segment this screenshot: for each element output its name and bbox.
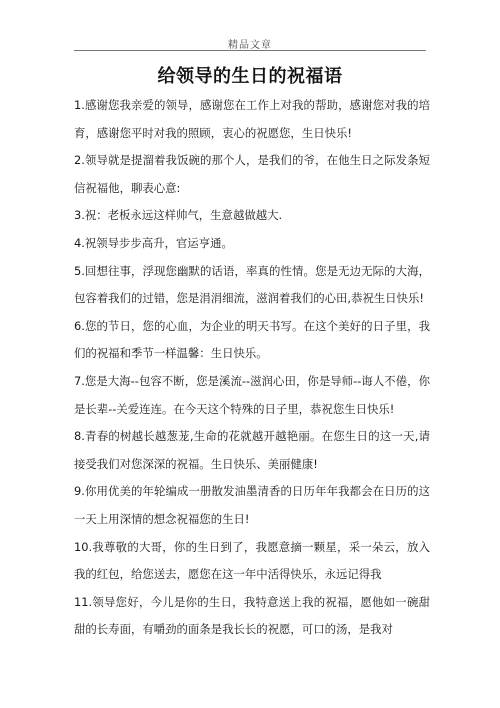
- paragraph: 2.领导就是提溜着我饭碗的那个人，是我们的爷，在他生日之际发条短信祝福他，聊表心意:: [74, 153, 430, 195]
- paragraph: 10.我尊敬的大哥，你的生日到了，我愿意摘一颗星，采一朵云，放入我的红包，给您送去，愿您在这一年中活得快乐，永远记得我: [74, 539, 430, 582]
- paragraph: 5.回想往事，浮现您幽默的话语，率真的性情。您是无边无际的大海，包容着我们的过错，您是涓涓细流，滋润着我们的心田,恭祝生日快乐!: [74, 263, 430, 306]
- paragraph: 4.祝领导步步高升，官运亨通。: [74, 235, 233, 250]
- paragraph: 8.青春的树越长越葱茏,生命的花就越开越艳丽。在您生日的这一天,请接受我们对您深深的祝福。生日快乐、美丽健康!: [74, 429, 430, 471]
- header-rule: [74, 50, 426, 51]
- paragraph: 7.您是大海--包容不断，您是溪流--滋润心田，你是导师--诲人不倦，你是长辈--关爱连连。在今天这个特殊的日子里，恭祝您生日快乐!: [74, 373, 430, 416]
- paragraph: 3.祝：老板永远这样帅气，生意越做越大.: [74, 208, 283, 223]
- document-body: [74, 92, 430, 644]
- paragraph: 9.你用优美的年轮编成一册散发油墨清香的日历年年我都会在日历的这一天上用深情的想念祝福您的生日!: [74, 484, 430, 526]
- paragraph: 11.领导您好，今儿是你的生日，我特意送上我的祝福，愿他如一碗甜甜的长寿面，有嚼劲的面条是我长长的祝愿，可口的汤，是我对: [74, 594, 430, 637]
- running-header: 精品文章: [228, 40, 272, 51]
- document-title: 给领导的生日的祝福语: [157, 66, 343, 87]
- paragraph: 1.感谢您我亲爱的领导，感谢您在工作上对我的帮助，感谢您对我的培育，感谢您平时对我的照顾，衷心的祝愿您，生日快乐!: [74, 98, 430, 140]
- paragraph: 6.您的节日，您的心血，为企业的明天书写。在这个美好的日子里，我们的祝福和季节一样温馨：生日快乐。: [74, 318, 430, 361]
